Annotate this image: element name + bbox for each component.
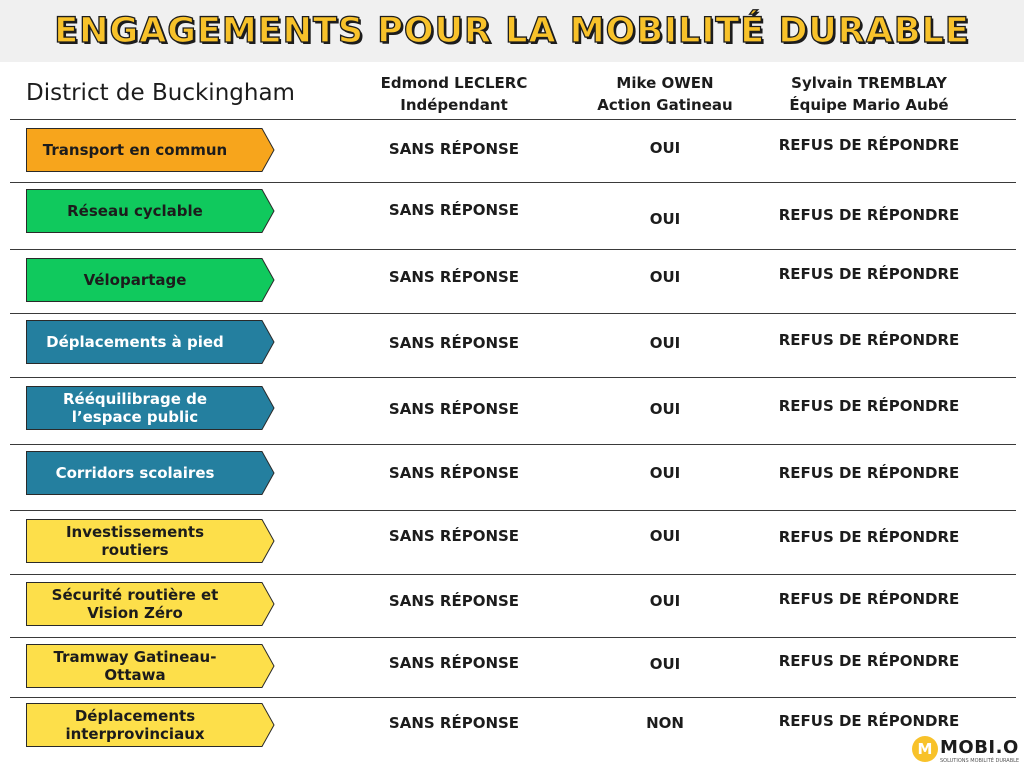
answer-cell: REFUS DE RÉPONDRE <box>778 528 960 546</box>
row-divider <box>10 574 1016 575</box>
logo-name: MOBI.O <box>940 737 1019 758</box>
answer-cell: SANS RÉPONSE <box>388 334 520 352</box>
row-divider <box>10 697 1016 698</box>
answer-cell: SANS RÉPONSE <box>388 592 520 610</box>
answer-cell: REFUS DE RÉPONDRE <box>778 590 960 608</box>
answer-cell: SANS RÉPONSE <box>388 268 520 286</box>
title-banner <box>0 0 1024 62</box>
answer-cell: SANS RÉPONSE <box>388 527 520 545</box>
answer-cell: OUI <box>649 592 681 610</box>
commitment-label-tag <box>26 386 274 430</box>
logo-mark-icon: M <box>912 736 938 762</box>
answer-cell: OUI <box>649 655 681 673</box>
candidate-party: Indépendant <box>400 96 508 114</box>
commitment-label-tag <box>26 644 274 688</box>
candidate-header-owen <box>555 72 775 118</box>
answer-cell: REFUS DE RÉPONDRE <box>778 712 960 730</box>
commitment-label: Réseau cyclable <box>67 202 203 220</box>
commitment-label: Transport en commun <box>42 141 228 159</box>
commitment-label: Investissements routiers <box>65 523 205 559</box>
row-divider <box>10 182 1016 183</box>
answer-cell: REFUS DE RÉPONDRE <box>778 331 960 349</box>
answer-cell: SANS RÉPONSE <box>388 654 520 672</box>
answer-cell: SANS RÉPONSE <box>388 714 520 732</box>
commitment-label-tag <box>26 519 274 563</box>
commitment-label-tag <box>26 189 274 233</box>
answer-cell: REFUS DE RÉPONDRE <box>778 464 960 482</box>
commitment-label-tag <box>26 582 274 626</box>
answer-cell: SANS RÉPONSE <box>388 400 520 418</box>
row-divider <box>10 313 1016 314</box>
candidate-name: Edmond LECLERC <box>380 74 528 92</box>
row-divider <box>10 377 1016 378</box>
answer-cell: REFUS DE RÉPONDRE <box>778 652 960 670</box>
answer-cell: REFUS DE RÉPONDRE <box>778 397 960 415</box>
candidate-name: Mike OWEN <box>616 74 714 92</box>
commitment-label-tag <box>26 128 274 172</box>
row-divider <box>10 444 1016 445</box>
row-divider <box>10 637 1016 638</box>
commitment-label-tag <box>26 451 274 495</box>
commitment-label: Rééquilibrage de l’espace public <box>62 390 208 426</box>
commitment-label: Déplacements interprovinciaux <box>65 707 205 743</box>
commitment-label: Sécurité routière et Vision Zéro <box>51 586 219 622</box>
district-heading: District de Buckingham <box>26 80 295 106</box>
row-divider <box>10 249 1016 250</box>
commitment-label: Corridors scolaires <box>55 464 215 482</box>
answer-cell: SANS RÉPONSE <box>388 201 520 219</box>
answer-cell: OUI <box>649 139 681 157</box>
answer-cell: REFUS DE RÉPONDRE <box>778 206 960 224</box>
answer-cell: REFUS DE RÉPONDRE <box>778 265 960 283</box>
page-title: ENGAGEMENTS POUR LA MOBILITÉ DURABLE <box>54 11 970 51</box>
commitment-label-tag <box>26 703 274 747</box>
answer-cell: OUI <box>649 400 681 418</box>
answer-cell: OUI <box>649 210 681 228</box>
answer-cell: OUI <box>649 268 681 286</box>
answer-cell: OUI <box>649 334 681 352</box>
answer-cell: REFUS DE RÉPONDRE <box>778 136 960 154</box>
candidate-header-tremblay <box>759 72 979 118</box>
commitment-label-tag <box>26 258 274 302</box>
row-divider <box>10 510 1016 511</box>
commitment-label: Déplacements à pied <box>46 333 224 351</box>
logo-tagline: SOLUTIONS MOBILITÉ DURABLE <box>940 758 1020 764</box>
answer-cell: OUI <box>649 464 681 482</box>
candidate-party: Action Gatineau <box>597 96 733 114</box>
mobio-logo <box>912 736 1020 766</box>
answer-cell: NON <box>646 714 684 732</box>
answer-cell: SANS RÉPONSE <box>388 140 520 158</box>
commitment-label: Tramway Gatineau-Ottawa <box>53 648 217 684</box>
row-divider <box>10 119 1016 120</box>
candidate-party: Équipe Mario Aubé <box>789 96 949 114</box>
candidate-name: Sylvain TREMBLAY <box>791 74 947 92</box>
commitment-label-tag <box>26 320 274 364</box>
candidate-header-leclerc <box>344 72 564 118</box>
answer-cell: OUI <box>649 527 681 545</box>
commitment-label: Vélopartage <box>83 271 187 289</box>
answer-cell: SANS RÉPONSE <box>388 464 520 482</box>
